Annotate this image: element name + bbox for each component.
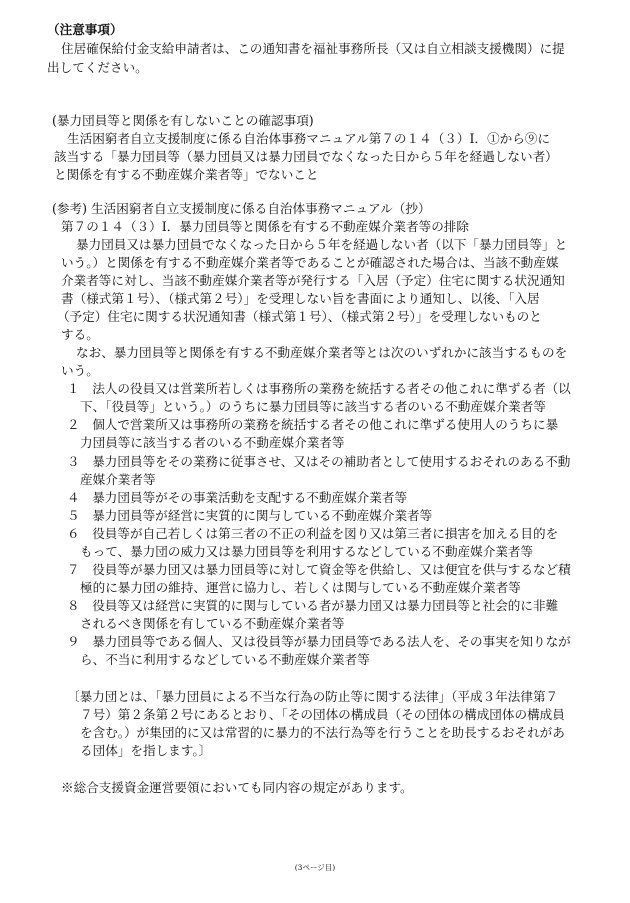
reference-section-title: 第７の１４（３）Ⅰ．暴力団員等と関係を有する不動産媒介業者等の排除 bbox=[61, 219, 469, 234]
reference-paragraph-line: 介業者等に対し、当該不動産媒介業者等が発行する「入居（予定）住宅に関する状況通知 bbox=[61, 273, 565, 288]
definition-line: ７号）第２条第２号にあるとおり、「その団体の構成員（その団体の構成団体の構成員 bbox=[80, 707, 565, 722]
list-item-line: ４ 暴力団員等がその事業活動を支配する不動産媒介業者等 bbox=[67, 490, 408, 505]
list-item-line: ３ 暴力団員等をその業務に従事させ、又はその補助者として使用するおそれのある不動 bbox=[67, 454, 571, 469]
list-item-line: ９ 暴力団員等である個人、又は役員等が暴力団員等である法人を、その事実を知りなが bbox=[67, 634, 571, 649]
list-item-line: １ 法人の役員又は営業所若しくは事務所の業務を統括する者その他これに準ずる者（以 bbox=[67, 381, 571, 396]
confirmation-line: 該当する「暴力団員等（暴力団員又は暴力団員でなくなった日から５年を経過しない者） bbox=[54, 149, 558, 164]
confirmation-line: 生活困窮者自立支援制度に係る自治体事務マニュアル第７の１４（３）Ⅰ．①から⑨に bbox=[67, 131, 551, 146]
page-number: (3ページ目) bbox=[294, 863, 336, 872]
definition-line: を含む。）が集団的に又は常習的に暴力的不法行為等を行うことを助長するおそれがあ bbox=[80, 725, 565, 740]
reference-paragraph-line: いう。 bbox=[61, 363, 99, 378]
list-item-line: ６ 役員等が自己若しくは第三者の不正の利益を図り又は第三者に損害を加える目的を bbox=[67, 526, 559, 541]
list-item-line: 極的に暴力団の維持、運営に協力し、若しくは関与している不動産媒介業者等 bbox=[80, 580, 521, 595]
reference-paragraph-line: なお、暴力団員等と関係を有する不動産媒介業者等とは次のいずれかに該当するものを bbox=[76, 345, 568, 360]
list-item-line: ２ 個人で営業所又は事務所の業務を統括する者その他これに準ずる使用人のうちに暴 bbox=[67, 417, 559, 432]
list-item-line: 力団員等に該当する者のいる不動産媒介業者等 bbox=[80, 435, 345, 450]
reference-paragraph-line: いう。）と関係を有する不動産媒介業者等であることが確認された場合は、当該不動産媒 bbox=[61, 255, 559, 270]
reference-paragraph-line: する。 bbox=[61, 327, 99, 342]
confirmation-line: と関係を有する不動産媒介業者等」でないこと bbox=[54, 167, 319, 182]
list-item-line: もって、暴力団の威力又は暴力団員等を利用するなどしている不動産媒介業者等 bbox=[80, 544, 534, 559]
list-item-line: ５ 暴力団員等が経営に実質的に関与している不動産媒介業者等 bbox=[67, 508, 433, 523]
supplementary-note: ※総合支援資金運営要領においても同内容の規定があります。 bbox=[61, 780, 413, 795]
definition-line: 〔暴力団とは、「暴力団員による不当な行為の防止等に関する法律」（平成３年法律第７ bbox=[67, 689, 559, 704]
notice-line: 出してください。 bbox=[47, 60, 148, 75]
reference-paragraph-line: 書（様式第１号）、（様式第２号）」を受理しない旨を書面により通知し、以後、「入居 bbox=[61, 291, 540, 306]
reference-paragraph-line: （予定）住宅に関する状況通知書（様式第１号）、（様式第２号）」を受理しないものと bbox=[57, 309, 542, 324]
reference-paragraph-line: 暴力団員又は暴力団員でなくなった日から５年を経過しない者（以下「暴力団員等」と bbox=[76, 237, 568, 252]
list-item-line: 産媒介業者等 bbox=[80, 472, 156, 487]
list-item-line: ８ 役員等又は経営に実質的に関与している者が暴力団又は暴力団員等と社会的に非難 bbox=[67, 598, 559, 613]
confirmation-heading: (暴力団員等と関係を有しないことの確認事項) bbox=[52, 113, 314, 128]
notice-line: 住居確保給付金支給申請者は、この通知書を福祉事務所長（又は自立相談支援機関）に提 bbox=[61, 41, 565, 56]
definition-line: る団体」を指します。〕 bbox=[80, 743, 212, 758]
list-item-line: ７ 役員等が暴力団又は暴力団員等に対して資金等を供給し、又は便宜を供与するなど積 bbox=[67, 562, 571, 577]
list-item-line: ら、不当に利用するなどしている不動産媒介業者等 bbox=[80, 652, 370, 667]
list-item-line: 下、「役員等」という。）のうちに暴力団員等に該当する者のいる不動産媒介業者等 bbox=[80, 399, 546, 414]
notice-heading: （注意事項） bbox=[47, 22, 123, 37]
reference-heading: (参考) 生活困窮者自立支援制度に係る自治体事務マニュアル（抄） bbox=[52, 201, 431, 216]
list-item-line: されるべき関係を有している不動産媒介業者等 bbox=[80, 616, 345, 631]
